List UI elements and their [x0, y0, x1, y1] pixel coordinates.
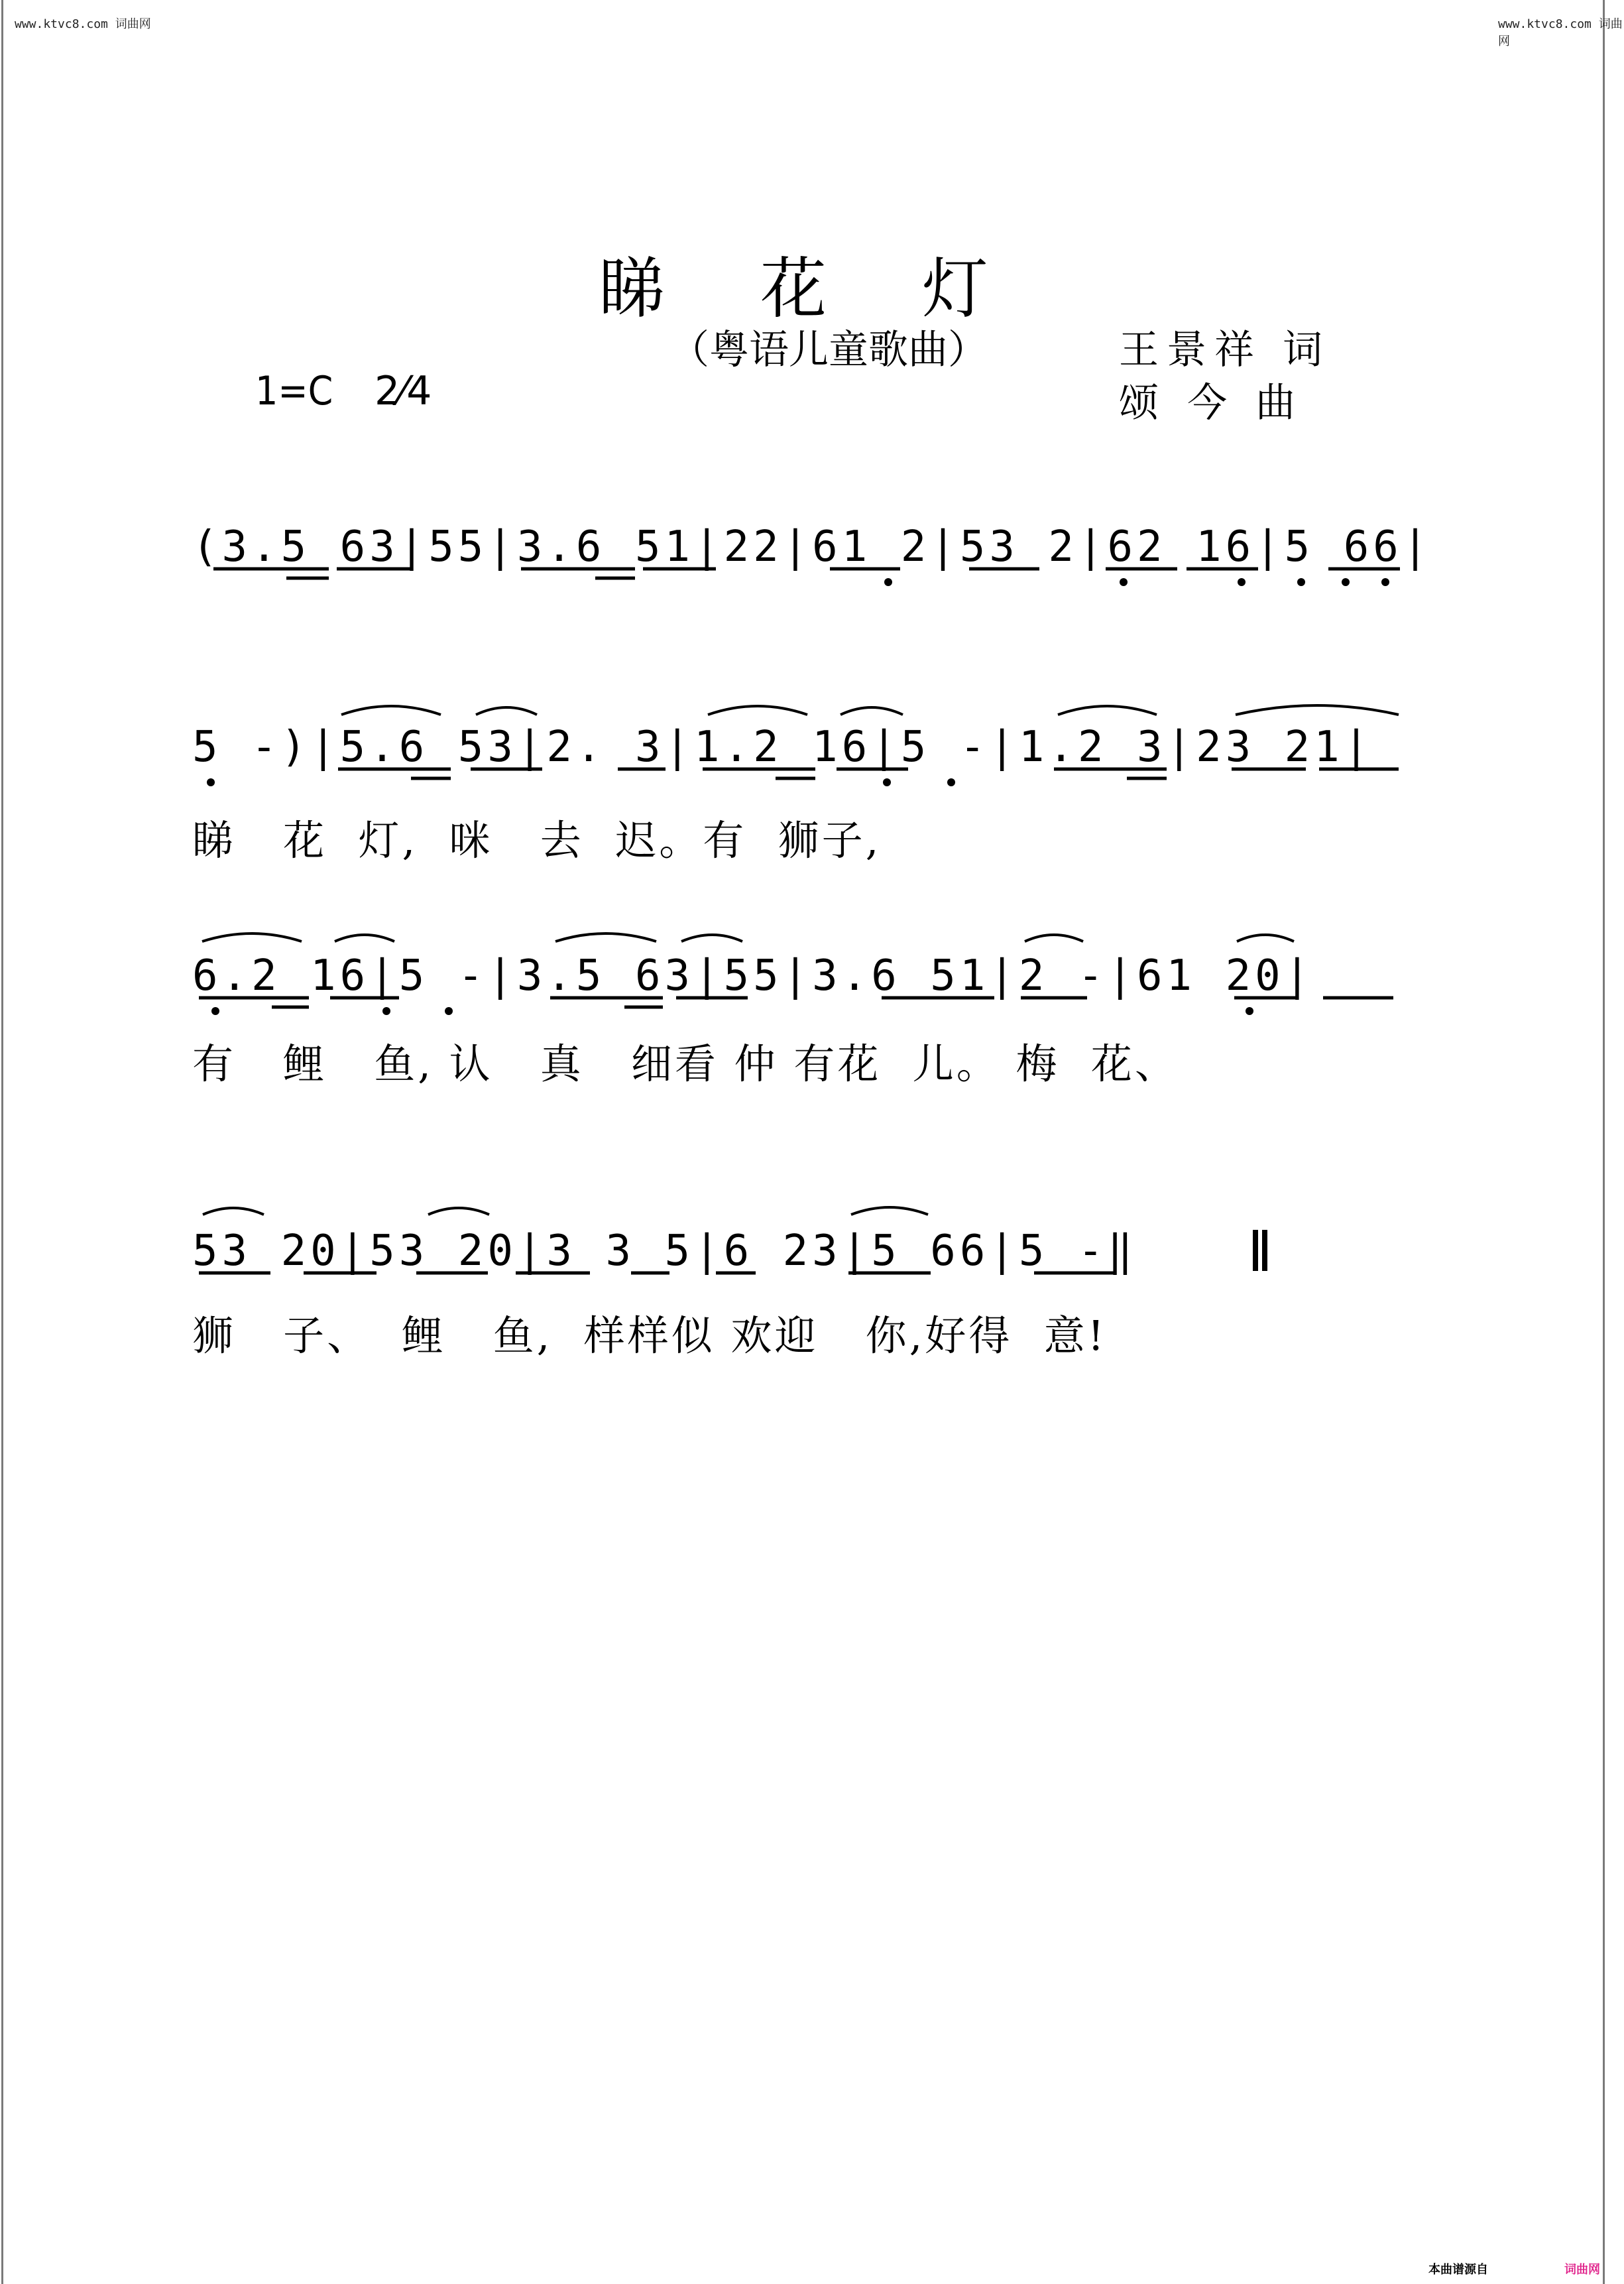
slur-tie [1236, 705, 1399, 715]
octave-dot [1120, 578, 1128, 586]
slur-tie [851, 1207, 928, 1215]
time-signature: 2⁄4 [375, 368, 432, 414]
octave-dot [884, 578, 892, 586]
notation-line-1: (3.5 63|55|3.6 51|22|61 2|53 2|62 16|5 66| [192, 522, 1432, 571]
slur-tie [341, 706, 441, 715]
lyrics-line-3: 有 鲤 鱼, 认 真 细看 仲 有花 儿。 梅 花、 [192, 1040, 1179, 1088]
octave-dot [1246, 1007, 1253, 1015]
final-barline [1262, 1230, 1267, 1271]
octave-dot [1381, 578, 1389, 586]
song-title: 睇 花 灯 [599, 250, 1025, 328]
slur-tie [1025, 935, 1083, 941]
footer-site-logo: 词曲网 [1564, 2263, 1600, 2277]
slur-tie [841, 707, 903, 715]
slur-tie [203, 1208, 264, 1215]
octave-dot [947, 778, 955, 786]
header-watermark-left: www.ktvc8.com 词曲网 [15, 17, 151, 31]
octave-dot [883, 778, 891, 786]
key-signature: 1=C [255, 368, 333, 414]
slur-tie [428, 1208, 489, 1215]
lyrics-line-2: 睇 花 灯, 咪 去 迟。有 狮子, [192, 816, 882, 865]
octave-dot [207, 778, 215, 786]
final-barline [1253, 1230, 1258, 1271]
slur-tie [555, 933, 656, 941]
octave-dot [211, 1007, 219, 1015]
header-watermark-right: www.ktvc8.com 词曲网 [1498, 17, 1623, 48]
lyricist-credit: 王景祥 词 [1119, 327, 1331, 373]
slur-tie [708, 706, 807, 715]
slur-tie [1237, 935, 1294, 941]
octave-dot [445, 1007, 453, 1015]
notation-line-2: 5 -)|5.6 53|2. 3|1.2 16|5 -|1.2 3|23 21| [192, 723, 1373, 772]
composer-credit: 颂 今 曲 [1119, 380, 1304, 426]
octave-dot [1342, 578, 1350, 586]
octave-dot [382, 1007, 390, 1015]
octave-dot [1297, 578, 1305, 586]
slur-tie [1058, 706, 1157, 715]
song-subtitle: （粤语儿童歌曲） [669, 327, 988, 373]
footer-source-label: 本曲谱源自 [1428, 2263, 1488, 2277]
notation-line-4: 53 20|53 20|3 3 5|6 23|5 66|5 -‖ [192, 1227, 1137, 1276]
slur-tie [476, 707, 537, 715]
slur-tie [681, 935, 742, 941]
lyrics-line-4: 狮 子、 鲤 鱼, 样样似 欢迎 你,好得 意! [192, 1311, 1107, 1360]
octave-dot [1238, 578, 1246, 586]
slur-tie [202, 933, 302, 941]
slur-tie [335, 935, 394, 941]
notation-line-3: 6.2 16|5 -|3.5 63|55|3.6 51|2 -|61 20| [192, 951, 1314, 1000]
